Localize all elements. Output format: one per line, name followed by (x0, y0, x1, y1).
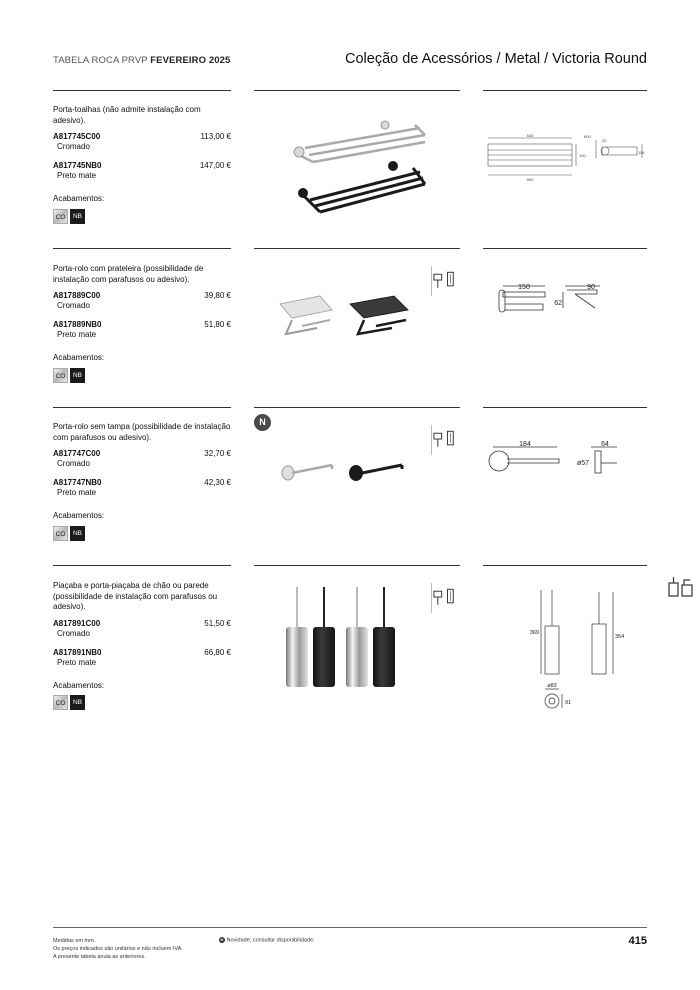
swatch-matte-black: NB (70, 368, 85, 383)
towel-rack-drawing (484, 130, 649, 185)
swatch-chrome: CO (53, 368, 68, 383)
product-variant (53, 449, 231, 469)
product-description: Porta-rolo com prateleira (possibilidade de instalação com parafusos ou adesivo). (53, 264, 204, 284)
dimension-label: 90 (587, 284, 595, 291)
product-finish: Cromado (57, 142, 90, 151)
dimension-label: ø57 (576, 460, 589, 467)
product-finish: Preto mate (57, 171, 97, 180)
page-number: 415 (628, 935, 647, 947)
installation-icon (431, 583, 461, 613)
finish-swatches (53, 695, 231, 710)
product-variant (53, 320, 231, 340)
dimension-label: 530 (526, 133, 534, 138)
roll-holder-drawing (485, 437, 625, 481)
footer-notes (53, 937, 183, 961)
swatch-matte-black: NB (70, 526, 85, 541)
product-code: A817747NB0 (53, 478, 102, 487)
product-code: A817745NB0 (53, 161, 102, 170)
catalog-date: FEVEREIRO 2025 (150, 55, 231, 66)
product-variant (53, 291, 231, 311)
new-legend (219, 937, 315, 943)
product-price: 51,50 € (204, 618, 231, 628)
dimension-label: 184 (519, 441, 531, 448)
finishes-label: Acabamentos: (53, 194, 105, 203)
product-description: Piaçaba e porta-piaçaba de chão ou parede (possibilidade de instalação com parafusos ou adesivo). (53, 581, 218, 611)
product-price: 51,80 € (204, 320, 231, 329)
dimension-label: 369 (529, 630, 539, 636)
footer-note-validity: A presente tabela anula as anteriores. (53, 954, 146, 960)
divider (254, 90, 460, 91)
new-badge: N (254, 414, 271, 431)
product-variant (53, 648, 231, 668)
divider (53, 90, 231, 91)
product-toilet-brush (53, 581, 231, 710)
product-price: 113,00 € (200, 132, 231, 141)
product-price: 39,80 € (204, 291, 231, 300)
product-description: Porta-toalhas (não admite instalação com adesivo). (53, 105, 201, 125)
new-legend-icon: N (220, 937, 224, 942)
divider (53, 407, 231, 408)
catalog-edition (53, 55, 230, 66)
dimension-label: 20 (602, 138, 607, 143)
divider (254, 565, 460, 566)
roll-holder-photo (272, 455, 412, 490)
finish-swatches (53, 526, 231, 541)
swatch-matte-black: NB (70, 695, 85, 710)
product-roll-holder (53, 422, 231, 541)
divider (53, 565, 231, 566)
product-code: A817889NB0 (53, 320, 102, 329)
product-price: 66,80 € (204, 647, 231, 657)
dimension-label: 114 (638, 150, 645, 155)
product-towel-rack (53, 105, 231, 224)
swatch-chrome: CO (53, 695, 68, 710)
swatch-chrome: CO (53, 209, 68, 224)
divider (483, 248, 647, 249)
product-variant (53, 619, 231, 639)
bathroom-accessories-icon (668, 575, 694, 597)
product-code: A817891C00 (53, 618, 101, 628)
finish-swatches (53, 368, 231, 383)
product-finish: Cromado (57, 301, 90, 310)
roll-holder-shelf-drawing (495, 278, 615, 318)
product-code: A817891NB0 (53, 647, 102, 657)
toilet-brush-drawing (525, 588, 635, 713)
product-finish: Preto mate (57, 330, 97, 339)
divider (483, 565, 647, 566)
footer-note-vat: Os preços indicados são unitários e não incluem IVA. (53, 946, 183, 952)
product-variant (53, 161, 231, 181)
towel-rack-photo (285, 110, 435, 218)
product-price: 147,00 € (199, 161, 231, 170)
product-roll-holder-shelf (53, 264, 231, 383)
installation-icon (431, 266, 461, 296)
finish-swatches (53, 209, 231, 224)
swatch-matte-black: NB (70, 209, 85, 224)
footer-divider (53, 927, 647, 928)
roll-holder-shelf-photo (272, 290, 422, 345)
product-finish: Cromado (57, 628, 90, 638)
finishes-label: Acabamentos: (53, 511, 105, 520)
dimension-label: ø83 (547, 683, 557, 689)
product-price: 42,30 € (204, 478, 231, 487)
dimension-label: 600 (584, 134, 591, 139)
dimension-label: 150 (518, 284, 530, 291)
finishes-label: Acabamentos: (53, 353, 105, 362)
dimension-label: 62 (554, 300, 562, 307)
product-price: 32,70 € (204, 449, 231, 458)
page-title: Coleção de Acessórios / Metal / Victoria Round (345, 51, 647, 67)
dimension-label: 100 (579, 153, 586, 158)
footer-note-units: Medidas em mm. (53, 938, 96, 944)
finishes-label: Acabamentos: (53, 680, 105, 690)
product-variant (53, 478, 231, 498)
divider (254, 248, 460, 249)
product-description: Porta-rolo sem tampa (possibilidade de instalação com parafusos ou adesivo). (53, 422, 231, 442)
product-finish: Preto mate (57, 657, 97, 667)
installation-icon (431, 425, 461, 455)
divider (483, 90, 647, 91)
product-code: A817889C00 (53, 291, 101, 300)
dimension-label: 590 (526, 177, 534, 182)
divider (254, 407, 460, 408)
swatch-chrome: CO (53, 526, 68, 541)
product-code: A817747C00 (53, 449, 101, 458)
product-finish: Cromado (57, 459, 90, 468)
new-legend-text: Novidade, consultar disponibilidade. (226, 937, 315, 944)
dimension-label: 64 (601, 441, 609, 448)
dimension-label: 91 (565, 700, 572, 706)
product-variant (53, 132, 231, 152)
product-finish: Preto mate (57, 488, 97, 497)
divider (483, 407, 647, 408)
toilet-brush-photo (280, 583, 412, 689)
dimension-label: 354 (615, 634, 625, 640)
divider (53, 248, 231, 249)
product-code: A817745C00 (53, 132, 101, 141)
catalog-name: TABELA ROCA PRVP (53, 55, 148, 66)
